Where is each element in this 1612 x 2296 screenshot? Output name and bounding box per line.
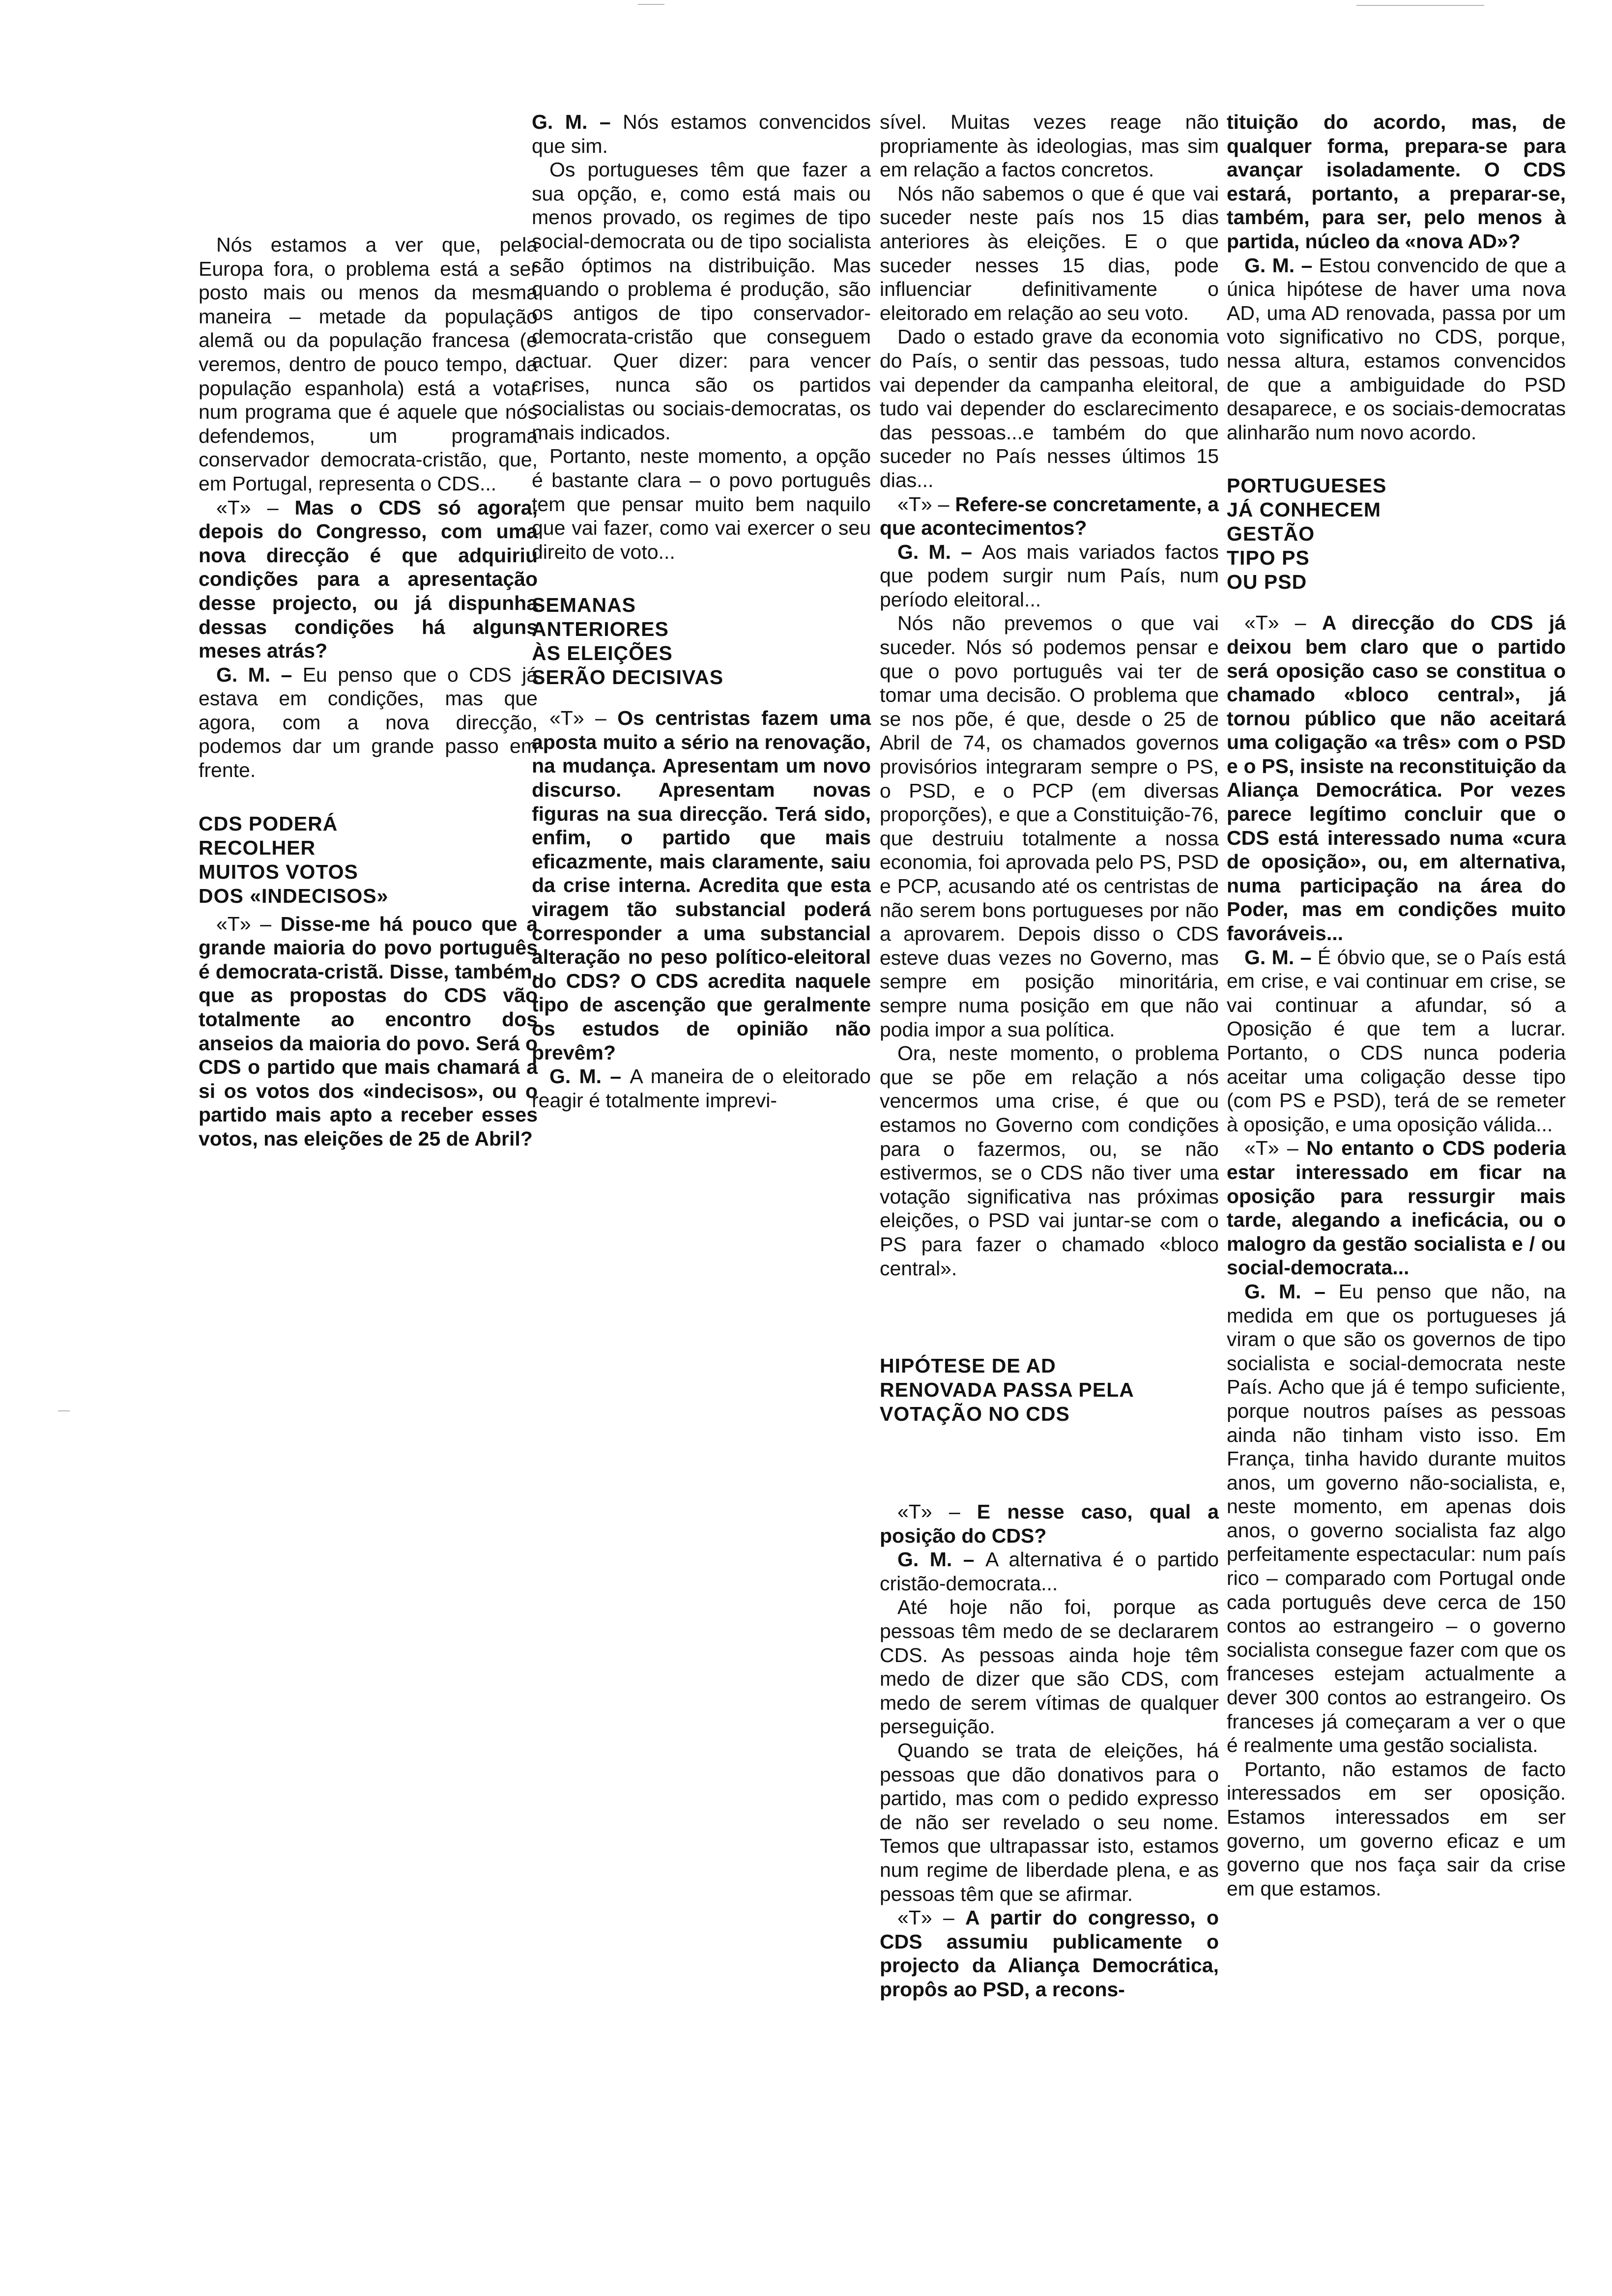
speaker-label: G. M. – [1244,1280,1339,1303]
speaker-label: G. M. – [897,540,982,563]
interview-paragraph [532,1064,871,1112]
column-2 [532,110,871,1112]
heading-line: RECOLHER [199,836,316,859]
paragraph-text: Eu penso que não, na medida em que os portugueses já viram o que são os governos de tipo socialista e social-democrata neste País. Acho que já é tempo suficiente, porque noutros países as pessoas ainda não tinham visto isso. Em França, tinha havido durante muitos anos, um governo não-socialista, e, neste momento, em apenas dois anos, o governo socialista faz algo perfeitamente espectacular: num país rico – comparado com Portugal onde cada português deve cerca de 150 contos ao estrangeiro – o governo socialista consegue fazer com que os franceses estejam actualmente a dever 300 contos ao estrangeiro. Os franceses já começaram a ver o que é realmente uma gestão socialista. [1227,1280,1566,1757]
speaker-label: «T» – [897,1906,966,1929]
speaker-label: G. M. – [216,663,303,686]
spacer [880,1426,1219,1500]
paragraph-text: Portanto, não estamos de facto interessados em ser oposição. Estamos interessados em ser governo, um governo eficaz e um governo que nos faça sair da crise em que estamos. [1227,1757,1566,1900]
speaker-label: G. M. – [1244,946,1318,969]
paragraph-text: tituição do acordo, mas, de qualquer forma, prepara-se para avançar isoladamente. O CDS estará, portanto, a preparar-se, também, para ser, pelo menos à partida, núcleo da «nova AD»? [1227,111,1566,253]
margin-tick [58,1410,70,1411]
paragraph-text: E nesse caso, qual a posição do CDS? [880,1500,1219,1547]
heading-line: ÀS ELEIÇÕES [532,642,673,665]
column-1 [199,233,538,1151]
section-heading [1227,474,1566,594]
heading-line: CDS PODERÁ [199,812,338,835]
interview-paragraph [1227,254,1566,445]
interview-question [199,496,538,663]
heading-line: DOS «INDECISOS» [199,884,389,907]
section-heading [532,593,871,689]
interview-paragraph [880,611,1219,1041]
speaker-label: «T» – [549,707,618,730]
paragraph-text: Os portugueses têm que fazer a sua opção, e, como está mais ou menos provado, os regimes de tipo social-democrata ou de tipo socialista são óptimos na distribuição. Mas quando o problema é produção, são os antigos de tipo conservador-democrata-cristão que conseguem actuar. Quer dizer: para vencer crises, nunca são os partidos socialistas ou sociais-democratas, os mais indicados. [532,158,871,444]
interview-paragraph [880,325,1219,492]
interview-paragraph [532,110,871,158]
interview-paragraph [199,663,538,782]
interview-question [199,912,538,1151]
interview-paragraph [880,1739,1219,1906]
interview-question [1227,611,1566,945]
paragraph-text: Nós não sabemos o que é que vai suceder neste país nos 15 dias anteriores às eleições. E o que suceder nesses 15 dias, pode influenciar definitivamente o eleitorado em relação ao seu voto. [880,182,1219,324]
paragraph-text: A direcção do CDS já deixou bem claro que o partido será oposição caso se constitua o chamado «bloco central», já tornou público que não aceitará uma coligação «a três» com o PSD e o PS, insiste na reconstituição da Aliança Democrática. Por vezes parece legítimo concluir que o CDS está interessado numa «cura de oposição», ou, em alternativa, numa participação na área do Poder, mas em condições muito favoráveis... [1227,611,1566,945]
heading-line: TIPO PS [1227,546,1310,570]
interview-question [1227,110,1566,254]
spacer [199,908,538,912]
spacer [1227,594,1566,611]
speaker-label: «T» – [1244,611,1322,634]
interview-question [880,1500,1219,1548]
heading-line: MUITOS VOTOS [199,860,358,883]
spacer [1227,444,1566,474]
interview-paragraph [880,1041,1219,1280]
paragraph-text: Os centristas fazem uma aposta muito a sério na renovação, na mudança. Apresentam um novo discurso. Apresentam novas figuras na sua direcção. Terá sido, enfim, o partido que mais eficazmente, mais claramente, saiu da crise interna. Acredita que esta viragem tão substancial poderá corresponder a uma substancial alteração no peso político-eleitoral do CDS? O CDS acredita naquele tipo de ascenção que geralmente os estudos de opinião não prevêm? [532,707,871,1064]
heading-line: PORTUGUESES [1227,474,1387,497]
spacer [532,564,871,593]
paragraph-text: É óbvio que, se o País está em crise, e vai continuar em crise, se vai continuar a afundar, só a Oposição é que tem a lucrar. Portanto, o CDS nunca poderia aceitar uma coligação desse tipo (com PS e PSD), terá de se remeter à oposição, e uma oposição válida... [1227,946,1566,1136]
paragraph-text: Até hoje não foi, porque as pessoas têm medo de se declararem CDS. As pessoas ainda hoje têm medo de dizer que são CDS, com medo de serem vítimas de qualquer perseguição. [880,1596,1219,1738]
interview-paragraph [880,1595,1219,1739]
interview-paragraph [880,110,1219,182]
speaker-label: G. M. – [549,1065,630,1088]
paragraph-text: A maneira de o eleitorado reagir é totalmente imprevi- [532,1065,871,1112]
section-heading [880,1354,1219,1426]
paragraph-text: A alternativa é o partido cristão-democrata... [880,1548,1219,1595]
paragraph-text: Disse-me há pouco que a grande maioria do povo português é democrata-cristã. Disse, também, que as propostas do CDS vão totalmente ao encontro dos anseios da maioria do povo. Será o CDS o partido que mais chamará a si os votos dos «indecisos», ou o partido mais apto a receber esses votos, nas eleições de 25 de Abril? [199,912,538,1150]
interview-paragraph [532,444,871,564]
speaker-label: G. M. – [897,1548,985,1571]
interview-paragraph [1227,1757,1566,1901]
interview-question [1227,1136,1566,1280]
spacer [199,782,538,812]
paragraph-text: Dado o estado grave da economia do País, o sentir das pessoas, tudo vai depender da campanha eleitoral, tudo vai depender do esclarecimento das pessoas...e também do que suceder no País nesses últimos 15 dias... [880,325,1219,491]
paragraph-text: No entanto o CDS poderia estar interessado em ficar na oposição para ressurgir mais tarde, alegando a ineficácia, ou o malogro da gestão socialista e / ou social-democrata... [1227,1137,1566,1279]
heading-line: SERÃO DECISIVAS [532,666,724,689]
speaker-label: «T» – [897,1500,977,1523]
speaker-label: «T» – [1244,1137,1307,1160]
interview-paragraph [1227,946,1566,1137]
column-3 [880,110,1219,2002]
paragraph-text: Nós estamos convencidos que sim. [532,111,871,157]
top-rule-1 [638,4,664,5]
paragraph-text: Refere-se concretamente, a que acontecimentos? [880,492,1219,540]
paragraph-text: Mas o CDS só agora, depois do Congresso, com uma nova direcção é que adquiriu condições para a apresentação desse projecto, ou já dispunha dessas condições há alguns meses atrás? [199,496,538,662]
interview-paragraph [880,182,1219,325]
speaker-label: «T» – [897,492,955,516]
interview-paragraph [199,233,538,496]
heading-line: GESTÃO [1227,522,1315,545]
heading-line: RENOVADA PASSA PELA [880,1378,1134,1402]
paragraph-text: Quando se trata de eleições, há pessoas que dão donativos para o partido, mas com o pedido expresso de não ser revelado o seu nome. Temos que ultrapassar isto, estamos num regime de liberdade plena, e as pessoas têm que se afirmar. [880,1739,1219,1905]
speaker-label: G. M. – [1244,254,1319,277]
spacer [880,1280,1219,1354]
heading-line: JÁ CONHECEM [1227,498,1381,521]
section-heading [199,812,538,908]
paragraph-text: Nós não prevemos o que vai suceder. Nós só podemos pensar e que o povo português vai ter de tomar uma decisão. O problema que se nos põe, é que, desde o 25 de Abril de 74, os chamados governos provisórios integraram sempre o PS, o PSD, e o PCP (em diversas proporções), e que a Constituição-76, que destruiu totalmente a nossa economia, foi aprovada pelo PS, PSD e PCP, acusando até os centristas de não serem bons portugueses por não a aprovarem. Depois disso o CDS esteve duas vezes no Governo, mas sempre em posição minoritária, sempre numa posição em que não podia impor a sua política. [880,612,1219,1041]
speaker-label: «T» – [216,496,295,519]
heading-line: VOTAÇÃO NO CDS [880,1403,1070,1426]
interview-question [880,1906,1219,2001]
heading-line: ANTERIORES [532,618,669,641]
paragraph-text: sível. Muitas vezes reage não propriamente às ideologias, mas sim em relação a factos concretos. [880,111,1219,181]
interview-paragraph [1227,1280,1566,1757]
speaker-label: G. M. – [532,111,623,133]
paragraph-text: Eu penso que o CDS já estava em condições, mas que agora, com a nova direcção, podemos dar um grande passo em frente. [199,663,538,782]
interview-question [532,706,871,1064]
paragraph-text: Nós estamos a ver que, pela Europa fora, o problema está a ser posto mais ou menos da mesma maneira – metade da população alemã ou da população francesa (e veremos, dentro de pouco tempo, da população espanhola) está a votar num programa que é aquele que nós defendemos, um programa conservador democrata-cristão, que, em Portugal, representa o CDS... [199,233,538,495]
interview-paragraph [880,540,1219,612]
heading-line: HIPÓTESE DE AD [880,1354,1056,1378]
top-rule-2 [1356,5,1484,6]
heading-line: SEMANAS [532,594,636,617]
paragraph-text: Aos mais variados factos que podem surgir num País, num período eleitoral... [880,540,1219,611]
spacer [532,689,871,706]
paragraph-text: Portanto, neste momento, a opção é bastante clara – o povo português tem que pensar muito bem naquilo que vai fazer, como vai exercer o seu direito de voto... [532,445,871,563]
column-4 [1227,110,1566,1900]
heading-line: OU PSD [1227,571,1307,594]
interview-paragraph [880,1548,1219,1595]
interview-paragraph [532,158,871,444]
interview-question [880,492,1219,540]
paragraph-text: Ora, neste momento, o problema que se põe em relação a nós vencermos uma crise, é que ou estamos no Governo com condições para o fazermos, ou, se não estivermos, se o CDS não tiver uma votação significativa nas próximas eleições, o PSD vai juntar-se com o PS para fazer o chamado «bloco central». [880,1042,1219,1280]
speaker-label: «T» – [216,912,281,935]
paragraph-text: A partir do congresso, o CDS assumiu publicamente o projecto da Aliança Democrática, propôs ao PSD, a recons- [880,1906,1219,2001]
paragraph-text: Estou convencido de que a única hipótese de haver uma nova AD, uma AD renovada, passa por um voto significativo no CDS, porque, nessa altura, estamos convencidos de que a ambiguidade do PSD desaparece, e os sociais-democratas alinharão num novo acordo. [1227,254,1566,444]
